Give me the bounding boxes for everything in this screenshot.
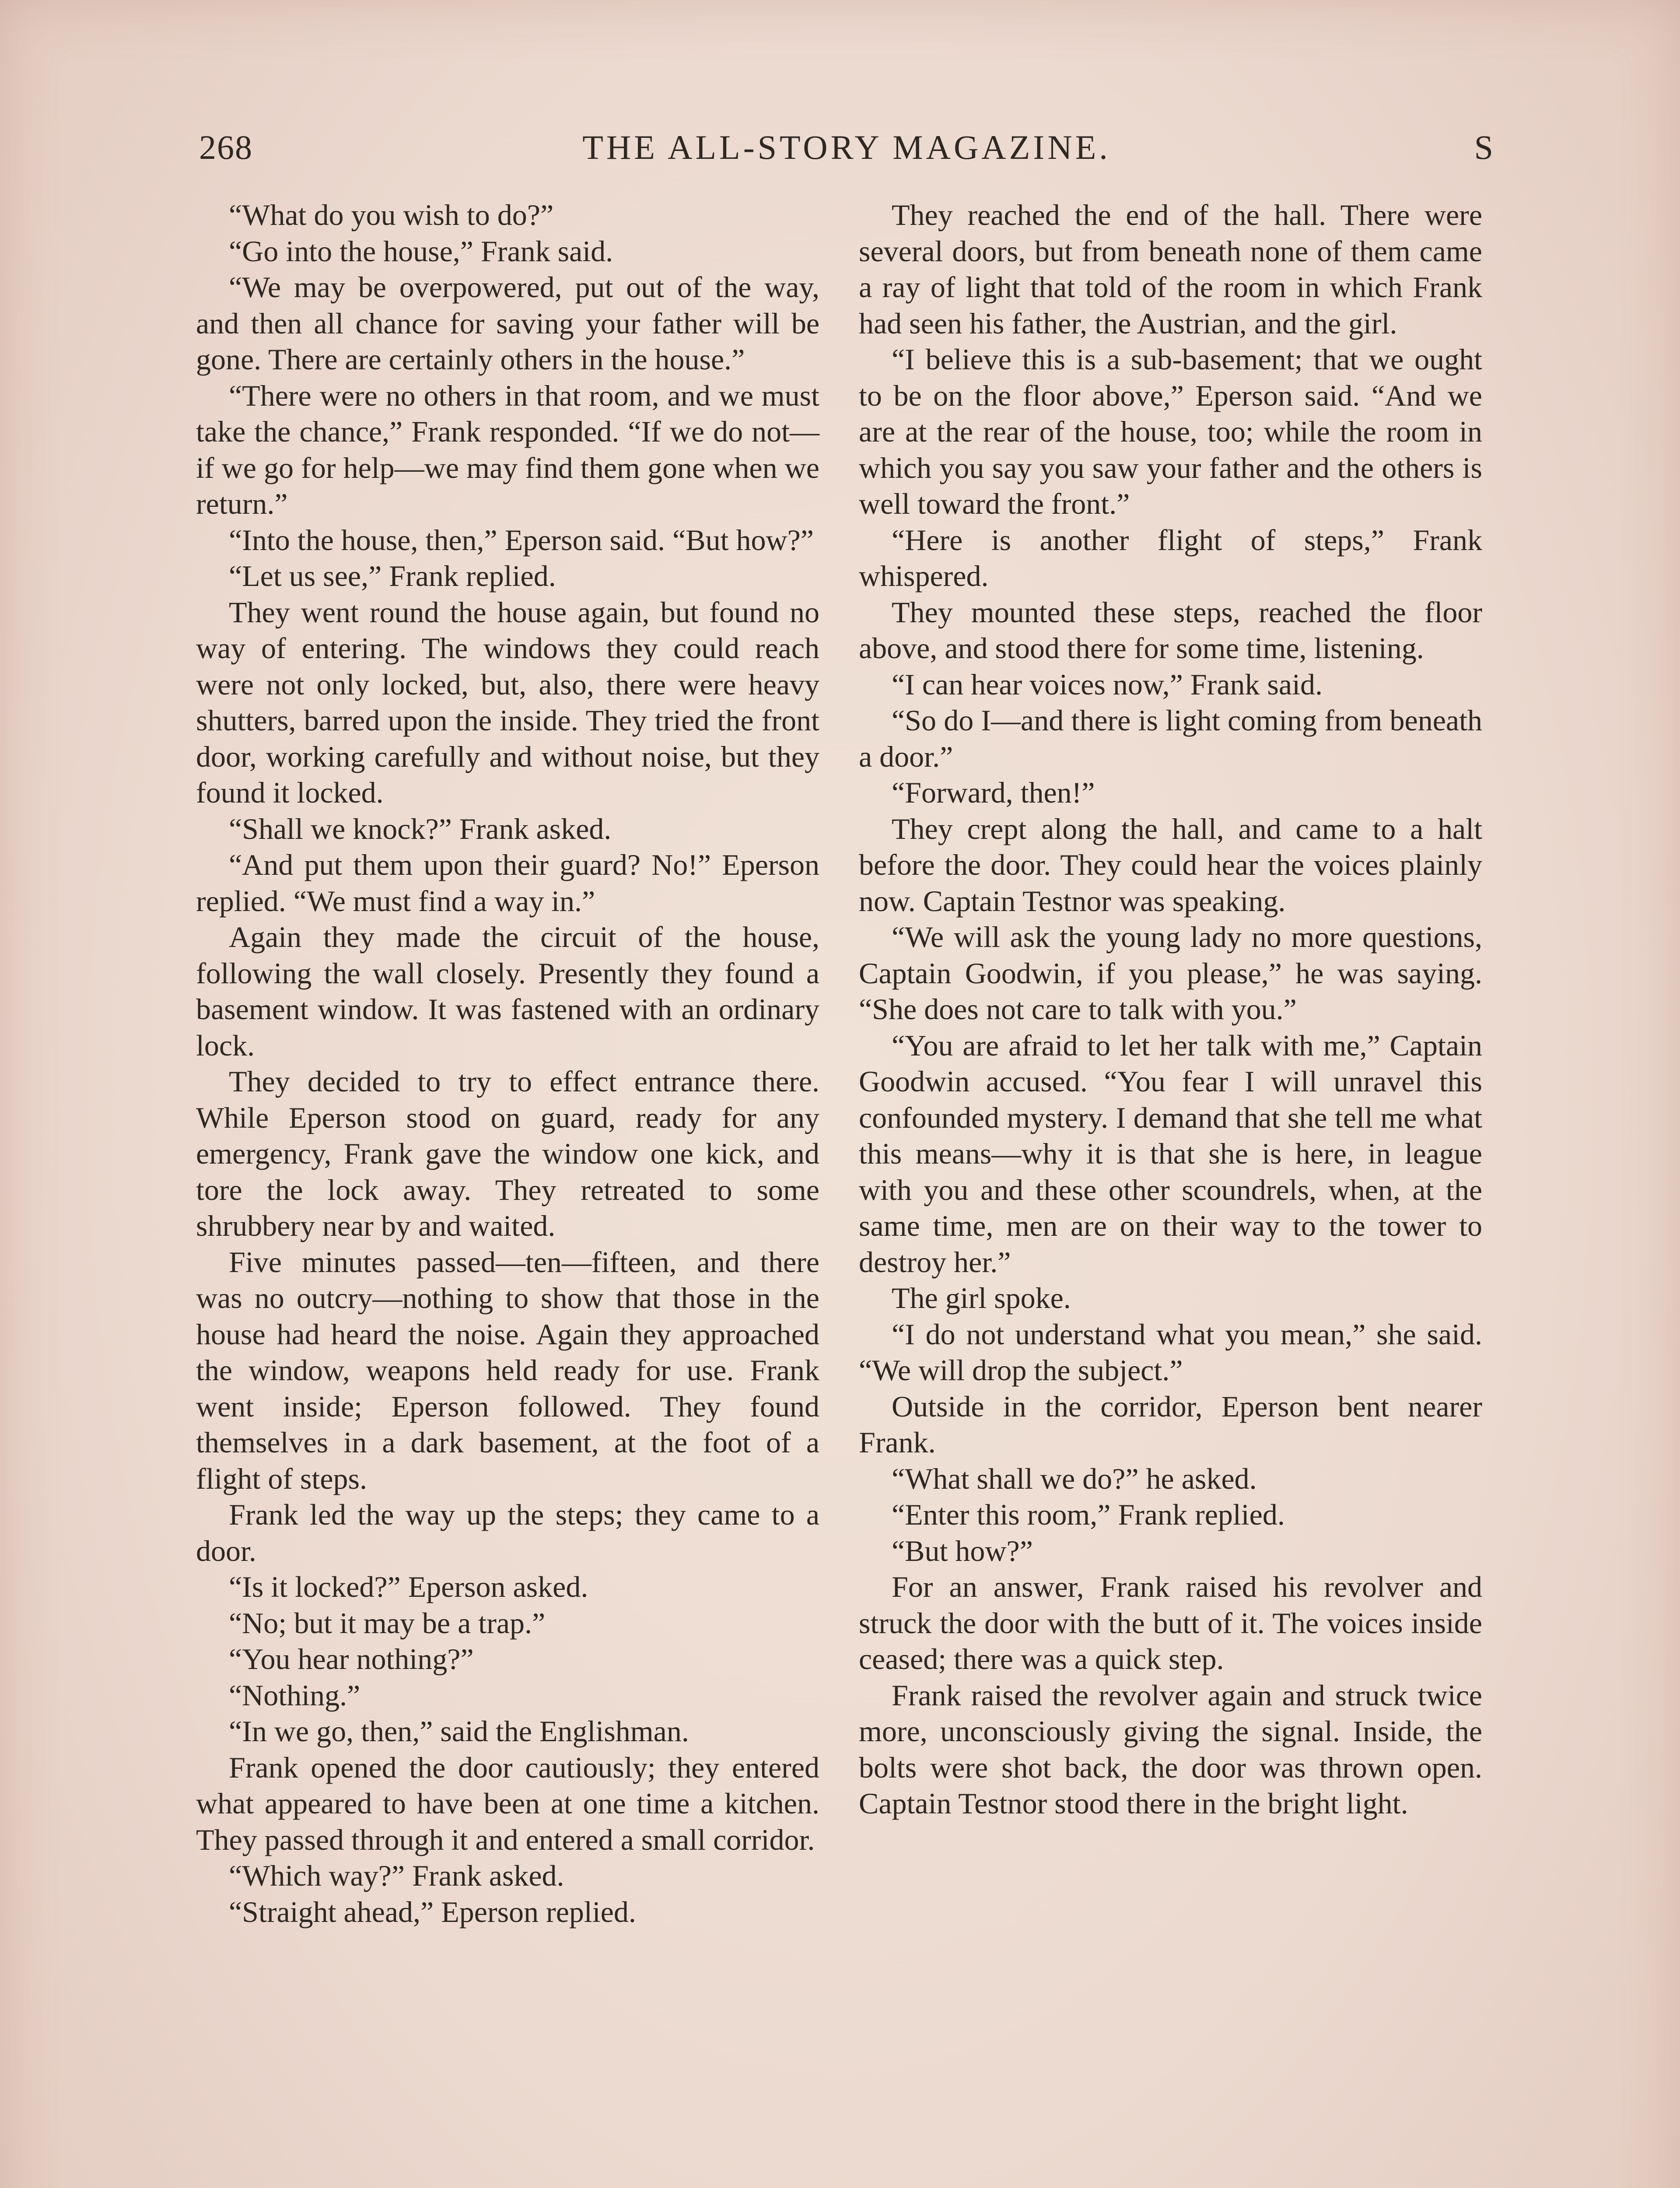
paragraph: They decided to try to effect entrance there. While Eperson stood on guard, ready for any emergency, Frank gave the window one kick, and tore the lock away. They retreated to some shrubbery near by and waited. bbox=[196, 1065, 819, 1242]
paragraph: “Go into the house,” Frank said. bbox=[229, 234, 613, 268]
running-title: THE ALL-STORY MAGAZINE. bbox=[582, 128, 1111, 166]
page-header bbox=[199, 123, 1494, 172]
paragraph: Again they made the circuit of the house, following the wall closely. Presently they found a basement window. It was fastened with an ordinary lock. bbox=[196, 920, 819, 1062]
paragraph: “Shall we knock?” Frank asked. bbox=[229, 812, 612, 845]
paragraph: Five minutes passed—ten—fifteen, and there was no outcry—nothing to show that those in the house had heard the noise. Again they approached the window, weapons held ready for use. Frank went inside; Eperson followed. They found themselves in a dark basement, at the foot of a flight of steps. bbox=[196, 1245, 819, 1495]
left-column bbox=[196, 197, 819, 1930]
signature-mark: S bbox=[1474, 128, 1494, 166]
paragraph: Frank raised the revolver again and struck twice more, unconsciously giving the signal. Inside, the bolts were shot back, the door was thrown open. Captain Testnor stood there in the bright light. bbox=[859, 1678, 1482, 1820]
paragraph: “Which way?” Frank asked. bbox=[229, 1859, 564, 1892]
paragraph: “We may be overpowered, put out of the way, and then all chance for saving your father will be gone. There are certainly others in the house.” bbox=[196, 270, 819, 376]
paragraph: “Let us see,” Frank replied. bbox=[229, 559, 556, 593]
paragraph: “Nothing.” bbox=[229, 1678, 360, 1712]
paragraph: They crept along the hall, and came to a halt before the door. They could hear the voices plainly now. Captain Testnor was speaking. bbox=[859, 812, 1482, 918]
paragraph: “Is it locked?” Eperson asked. bbox=[229, 1570, 588, 1603]
paragraph: “I can hear voices now,” Frank said. bbox=[892, 667, 1323, 701]
paragraph: “In we go, then,” said the Englishman. bbox=[229, 1715, 689, 1748]
paragraph: “Into the house, then,” Eperson said. “But how?” bbox=[229, 523, 814, 557]
paragraph: “You are afraid to let her talk with me,” Captain Goodwin accused. “You fear I will unravel this confounded mystery. I demand that she tell me what this means—why it is that she is here, in league with you and these other scoundrels, when, at the same time, men are on their way to the tower to destroy her.” bbox=[859, 1028, 1482, 1279]
right-column bbox=[859, 197, 1482, 1822]
paragraph: “But how?” bbox=[892, 1534, 1033, 1567]
paragraph: “There were no others in that room, and we must take the chance,” Frank responded. “If we do not—if we go for help—we may find them gone when we return.” bbox=[196, 379, 819, 520]
paragraph: Frank led the way up the steps; they came to a door. bbox=[196, 1498, 819, 1567]
paragraph: “Forward, then!” bbox=[892, 776, 1095, 809]
paragraph: They went round the house again, but found no way of entering. The windows they could reach were not only locked, but, also, there were heavy shutters, barred upon the inside. They tried the front door, working carefully and without noise, but they found it locked. bbox=[196, 595, 819, 809]
paragraph: “And put them upon their guard? No!” Eperson replied. “We must find a way in.” bbox=[196, 848, 819, 918]
paragraph: Frank opened the door cautiously; they entered what appeared to have been at one time a kitchen. They passed through it and entered a small corridor. bbox=[196, 1750, 819, 1856]
paragraph: “So do I—and there is light coming from beneath a door.” bbox=[859, 704, 1482, 773]
paragraph: “What shall we do?” he asked. bbox=[892, 1462, 1257, 1495]
paragraph: “No; but it may be a trap.” bbox=[229, 1606, 546, 1640]
page-number: 268 bbox=[199, 128, 253, 166]
paragraph: “What do you wish to do?” bbox=[229, 198, 554, 231]
paragraph: “Here is another flight of steps,” Frank whispered. bbox=[859, 523, 1482, 593]
paragraph: “I believe this is a sub-basement; that we ought to be on the floor above,” Eperson said. “And we are at the rear of the house, too; while the room in which you say you saw your father and the others is well toward the front.” bbox=[859, 343, 1482, 520]
paragraph: “Enter this room,” Frank replied. bbox=[892, 1498, 1285, 1531]
paragraph: “I do not understand what you mean,” she said. “We will drop the subject.” bbox=[859, 1317, 1482, 1387]
paragraph: “We will ask the young lady no more questions, Captain Goodwin, if you please,” he was saying. “She does not care to talk with you.” bbox=[859, 920, 1482, 1026]
paragraph: The girl spoke. bbox=[892, 1281, 1071, 1315]
paragraph: They reached the end of the hall. There were several doors, but from beneath none of them came a ray of light that told of the room in which Frank had seen his father, the Austrian, and the girl. bbox=[859, 198, 1482, 340]
paragraph: “Straight ahead,” Eperson replied. bbox=[229, 1895, 636, 1929]
paragraph: They mounted these steps, reached the floor above, and stood there for some time, listening. bbox=[859, 595, 1482, 665]
paragraph: For an answer, Frank raised his revolver and struck the door with the butt of it. The voices inside ceased; there was a quick step. bbox=[859, 1570, 1482, 1676]
paragraph: Outside in the corridor, Eperson bent nearer Frank. bbox=[859, 1389, 1482, 1459]
paragraph: “You hear nothing?” bbox=[229, 1642, 474, 1676]
